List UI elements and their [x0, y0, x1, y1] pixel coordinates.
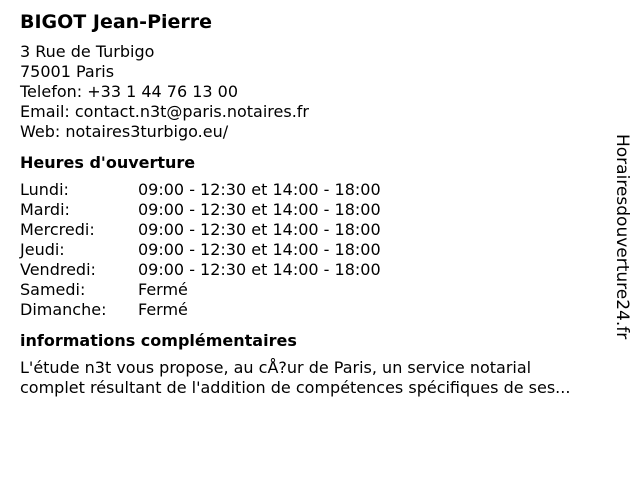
- day-hours: 09:00 - 12:30 et 14:00 - 18:00: [138, 240, 381, 259]
- day-hours: 09:00 - 12:30 et 14:00 - 18:00: [138, 200, 381, 219]
- day-label: Lundi:: [20, 180, 69, 199]
- address-street: 3 Rue de Turbigo: [20, 42, 155, 61]
- info-description-line-1: L'étude n3t vous propose, au cÅ?ur de Paris, un service notarial: [20, 358, 532, 377]
- day-hours: Fermé: [138, 300, 188, 319]
- opening-hours-table: [20, 180, 610, 320]
- day-hours: Fermé: [138, 280, 188, 299]
- hours-row-thursday: [20, 240, 610, 260]
- day-label: Dimanche:: [20, 300, 107, 319]
- hours-row-friday: [20, 260, 610, 280]
- hours-row-saturday: [20, 280, 610, 300]
- hours-row-tuesday: [20, 200, 610, 220]
- address-city: 75001 Paris: [20, 62, 115, 81]
- day-label: Mardi:: [20, 200, 70, 219]
- email-address: Email: contact.n3t@paris.notaires.fr: [20, 102, 309, 121]
- opening-hours-heading: Heures d'ouverture: [20, 153, 196, 172]
- day-hours: 09:00 - 12:30 et 14:00 - 18:00: [138, 220, 381, 239]
- website: Web: notaires3turbigo.eu/: [20, 122, 229, 141]
- day-label: Samedi:: [20, 280, 86, 299]
- day-hours: 09:00 - 12:30 et 14:00 - 18:00: [138, 180, 381, 199]
- day-label: Jeudi:: [20, 240, 65, 259]
- day-hours: 09:00 - 12:30 et 14:00 - 18:00: [138, 260, 381, 279]
- business-card: [20, 8, 610, 398]
- hours-row-sunday: [20, 300, 610, 320]
- site-watermark-text: Horairesdouverture24.fr: [612, 134, 632, 340]
- info-heading: informations complémentaires: [20, 331, 297, 350]
- hours-row-monday: [20, 180, 610, 200]
- info-description-line-2: complet résultant de l'addition de compétences spécifiques de ses...: [20, 378, 571, 397]
- hours-row-wednesday: [20, 220, 610, 240]
- day-label: Vendredi:: [20, 260, 96, 279]
- business-name: BIGOT Jean-Pierre: [20, 11, 213, 33]
- day-label: Mercredi:: [20, 220, 95, 239]
- phone-number: Telefon: +33 1 44 76 13 00: [20, 82, 239, 101]
